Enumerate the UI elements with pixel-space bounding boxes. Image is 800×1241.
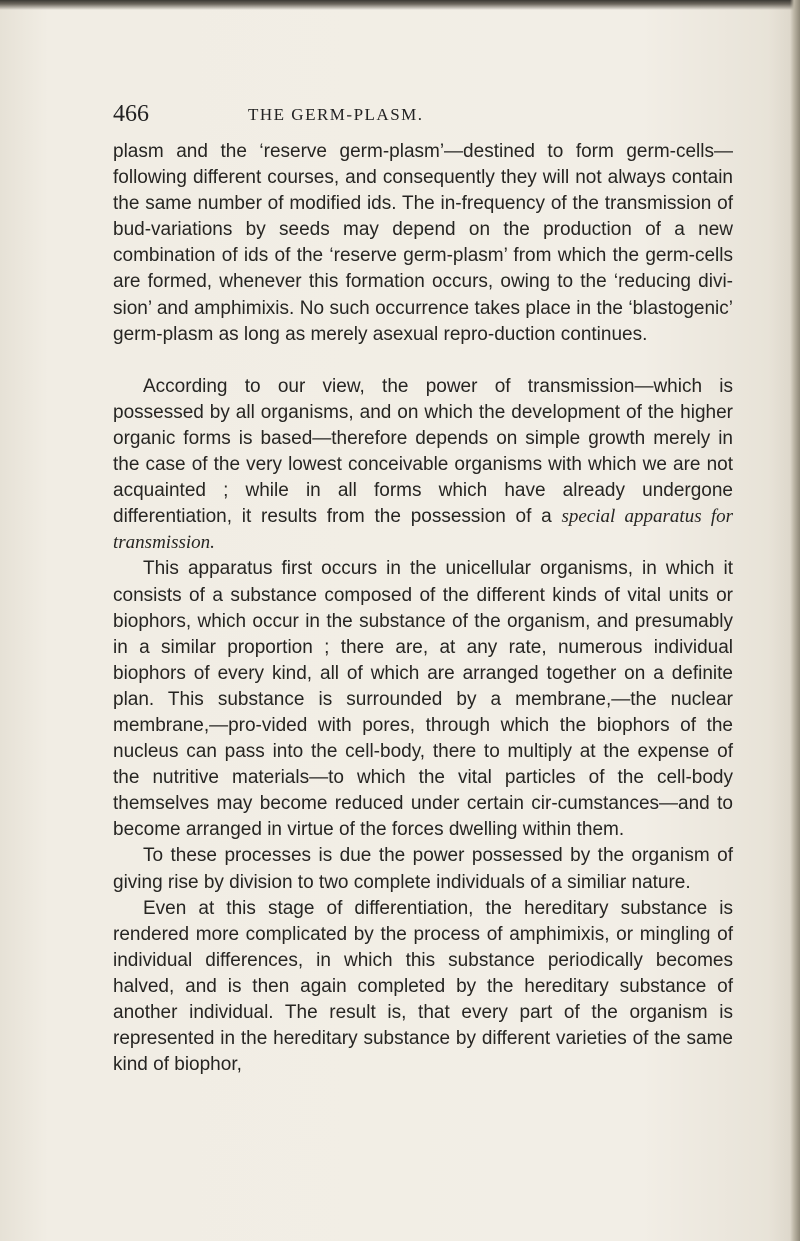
body-text (113, 139, 733, 1078)
paragraph-2 (113, 374, 733, 557)
paragraph-1: plasm and the ‘reserve germ-plasm’—destined to form germ-cells—following different courses, and consequently they will not always contain the same number of modified ids. The in-frequency of the transmission of bud-variations by seeds may depend on the production of a new combination of ids of the ‘reserve germ-plasm’ from which the germ-cells are formed, whenever this formation occurs, owing to the ‘reducing divi-sion’ and amphimixis. No such occurrence takes place in the ‘blastogenic’ germ-plasm as long as merely asexual repro-duction continues. (113, 141, 733, 345)
scan-top-shadow (0, 0, 800, 10)
paragraph-2-text: According to our view, the power of transmission—which is possessed by all organisms, and on which the development of the higher organic forms is based—therefore depends on simple growth merely in the case of the very lowest conceivable organisms with which we are not acquainted ; while in all forms which have already undergone differentiation, it results from the possession of a (113, 375, 733, 528)
paragraph-3: This apparatus first occurs in the unicellular organisms, in which it consists of a substance composed of the different kinds of vital units or biophors, which occur in the substance of the organism, and presumably in a similar proportion ; there are, at any rate, numerous individual biophors of every kind, all of which are arranged together on a definite plan. This substance is surrounded by a membrane,—the nuclear membrane,—pro-vided with pores, through which the biophors of the nucleus can pass into the cell-body, there to multiply at the expense of the nutritive materials—to which the vital particles of the cell-body themselves may become reduced under certain cir-cumstances—and to become arranged in virtue of the forces dwelling within them. (113, 558, 733, 841)
paragraph-4: To these processes is due the power possessed by the organism of giving rise by division to two complete individuals of a similiar nature. (113, 845, 733, 893)
page-number: 466 (113, 101, 149, 127)
page-header (0, 97, 800, 137)
paragraph-2-emphasis: special apparatus for transmission. (113, 506, 733, 554)
scan-right-edge (790, 0, 800, 1241)
paragraph-5: Even at this stage of differentiation, the hereditary substance is rendered more complicated by the process of amphimixis, or mingling of individual differences, in which this substance periodically becomes halved, and is then again completed by the hereditary substance of another individual. The result is, that every part of the organism is represented in the hereditary substance by different varieties of the same kind of biophor, (113, 897, 733, 1076)
running-title: THE GERM-PLASM. (248, 105, 424, 124)
